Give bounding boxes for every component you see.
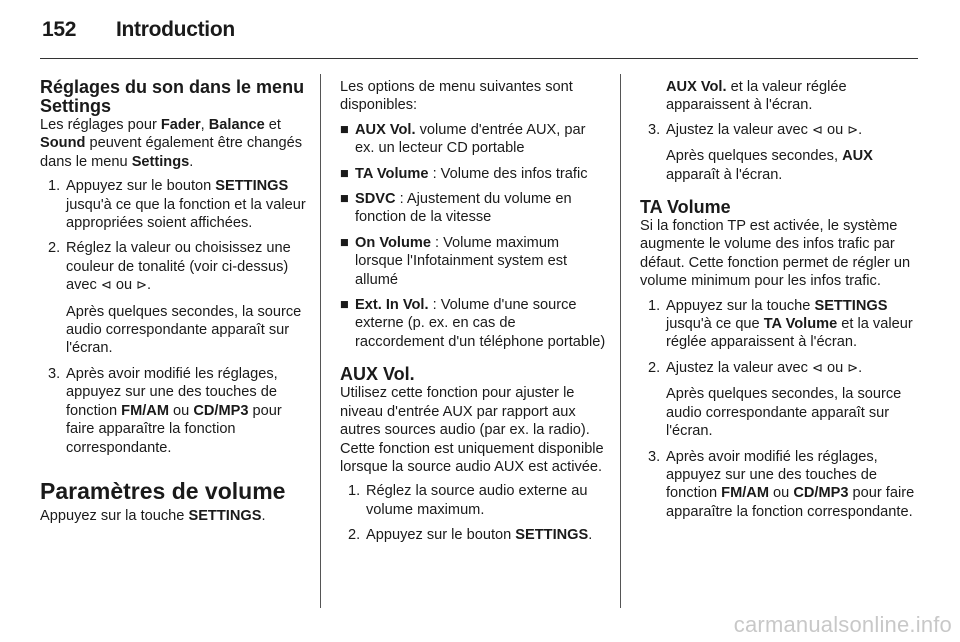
volume-paragraph: Appuyez sur la touche SETTINGS. [40,507,266,524]
list-item: ■ SDVC : Ajustement du volume en fonction de la vitesse [340,191,572,226]
watermark: carmanualsonline.info [733,612,952,637]
column-2 [340,78,606,552]
list-item: 1. Appuyez sur la touche SETTINGS jusqu'à ce que TA Volume et la valeur réglée apparaissent à l'écran. [648,297,913,351]
aux-steps-continued [640,121,920,184]
list-item: ■ Ext. In Vol. : Volume d'une source externe (p. ex. en cas de raccordement d'un téléphone portable) [340,297,606,350]
left-arrow-icon: ⊲ [812,360,823,376]
list-item: 1. Réglez la source audio externe au volume maximum. [348,483,588,518]
chapter-title: Introduction [116,18,235,41]
left-arrow-icon: ⊲ [100,278,112,294]
list-item: 2. Ajustez la valeur avec ⊲ ou ⊳. Après quelques secondes, la source audio correspondante apparaît sur l'écran. [648,359,902,440]
right-arrow-icon: ⊳ [847,360,859,376]
left-arrow-icon: ⊲ [812,122,823,138]
list-item: 2. Appuyez sur le bouton SETTINGS. [348,527,593,544]
column-1 [40,78,306,525]
list-item: ■ AUX Vol. volume d'entrée AUX, par ex. un lecteur CD portable [340,121,586,157]
ta-paragraph: Si la fonction TP est activée, le système augmente le volume des infos trafic par défaut. Cette fonction permet de régler un volume minimum pour les infos trafic. [640,218,911,290]
section-heading-settings: Réglages du son dans le menu Settings [40,77,305,116]
list-item: ■ TA Volume : Volume des infos trafic [340,165,588,182]
list-item: 3. Après avoir modifié les réglages, appuyez sur une des touches de fonction FM/AM ou CD/MP3 pour faire apparaître la fonction correspondante. [648,448,915,520]
running-header [42,18,235,42]
menu-options-list [340,121,606,351]
column-divider-2 [620,74,621,608]
section-heading-ta-volume: TA Volume [640,197,731,218]
ta-steps [640,297,920,521]
list-item: 3. Ajustez la valeur avec ⊲ ou ⊳. Après quelques secondes, AUX apparaît à l'écran. [648,121,873,183]
column-divider-1 [320,74,321,608]
right-arrow-icon: ⊳ [847,122,859,138]
section-heading-volume: Paramètres de volume [40,477,286,504]
list-item: 1. Appuyez sur le bouton SETTINGS jusqu'à ce que la fonction et la valeur appropriées soient affichées. [48,178,306,232]
list-item: 3. Après avoir modifié les réglages, appuyez sur une des touches de fonction FM/AM ou CD/MP3 pour faire apparaître la fonction correspondante. [48,365,282,456]
right-arrow-icon: ⊳ [136,278,148,294]
section-heading-aux: AUX Vol. [340,364,415,385]
list-item: 2. Réglez la valeur ou choisissez une couleur de tonalité (voir ci-dessus) avec ⊲ ou ⊳. Après quelques secondes, la source audio correspondante apparaît sur l'écran. [48,240,302,357]
page-number: 152 [42,18,77,41]
list-item: ■ On Volume : Volume maximum lorsque l'Infotainment system est allumé [340,234,568,288]
aux-paragraph: Utilisez cette fonction pour ajuster le niveau d'entrée AUX par rapport aux autres sources audio (par ex. la radio). Cette fonction est uniquement disponible lorsque la source audio AUX est activée. [340,385,604,475]
aux-steps [340,482,606,544]
settings-steps [40,177,306,457]
options-intro: Les options de menu suivantes sont disponibles: [340,79,573,114]
column-3 [640,78,920,528]
intro-paragraph: Les réglages pour Fader, Balance et Sound peuvent également être changés dans le menu Settings. [40,117,303,170]
header-rule [40,58,918,59]
aux-continuation: AUX Vol. et la valeur réglée apparaissent à l'écran. [666,79,847,114]
